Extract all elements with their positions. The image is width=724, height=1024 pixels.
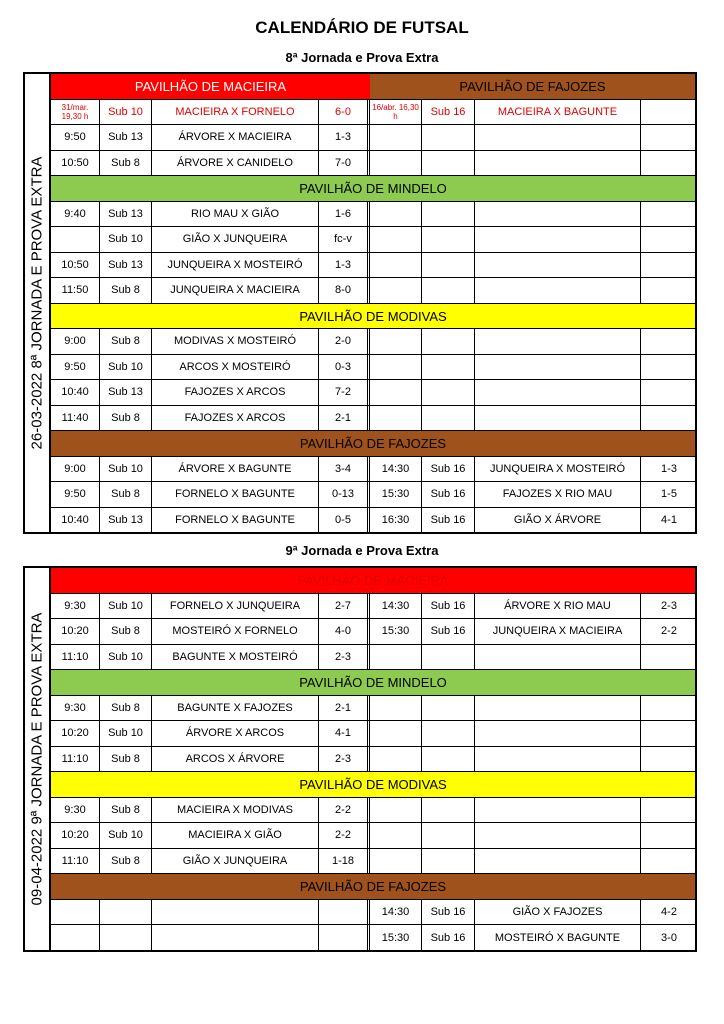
category-cell: [422, 125, 475, 150]
score-cell: 2-7: [319, 594, 370, 619]
match-cell: [475, 645, 641, 670]
category-cell: Sub 16: [422, 508, 475, 534]
table-row: [51, 406, 695, 432]
table-row: [51, 253, 695, 279]
score-cell: [641, 380, 697, 405]
score-cell: [641, 100, 697, 125]
table-row: [51, 227, 695, 253]
score-cell: [641, 355, 697, 380]
score-cell: 2-3: [319, 645, 370, 670]
category-cell: Sub 16: [422, 457, 475, 482]
score-cell: 2-0: [319, 329, 370, 354]
score-cell: [641, 125, 697, 150]
match-cell: ARCOS X ÁRVORE: [152, 747, 319, 772]
time-cell: [370, 278, 422, 303]
category-cell: [100, 900, 152, 925]
score-cell: [641, 798, 697, 823]
jornada8-date-label: 26-03-2022 8ª JORNADA E PROVA EXTRA: [25, 74, 51, 532]
time-cell: 10:20: [51, 721, 100, 746]
score-cell: 1-18: [319, 849, 370, 874]
category-cell: [422, 278, 475, 303]
score-cell: 6-0: [319, 100, 370, 125]
time-cell: [370, 227, 422, 252]
match-cell: GIÃO X JUNQUEIRA: [152, 849, 319, 874]
time-cell: [51, 227, 100, 252]
time-cell: [370, 406, 422, 431]
time-cell: 11:10: [51, 747, 100, 772]
category-cell: Sub 16: [422, 900, 475, 925]
match-cell: GIÃO X JUNQUEIRA: [152, 227, 319, 252]
category-cell: [422, 355, 475, 380]
category-cell: [422, 747, 475, 772]
match-cell: MOSTEIRÓ X FORNELO: [152, 619, 319, 644]
match-cell: [475, 747, 641, 772]
pavilion-header-modivas: PAVILHÃO DE MODIVAS: [51, 304, 695, 330]
match-cell: [475, 329, 641, 354]
category-cell: [422, 253, 475, 278]
category-cell: Sub 8: [100, 696, 152, 721]
table-row: [51, 619, 695, 645]
score-cell: 4-1: [319, 721, 370, 746]
match-cell: [475, 227, 641, 252]
score-cell: 2-1: [319, 696, 370, 721]
score-cell: 1-3: [319, 125, 370, 150]
table-row: [51, 900, 695, 926]
time-cell: 10:40: [51, 508, 100, 534]
score-cell: 4-1: [661, 514, 677, 527]
match-cell: [475, 406, 641, 431]
score-cell: [641, 329, 697, 354]
score-cell: 2-3: [661, 599, 677, 612]
category-cell: [422, 202, 475, 227]
time-cell: [370, 355, 422, 380]
score-cell: 2-2: [319, 798, 370, 823]
match-cell: BAGUNTE X MOSTEIRÓ: [152, 645, 319, 670]
score-cell: [641, 151, 697, 176]
time-cell: 11:50: [51, 278, 100, 303]
match-cell: MOSTEIRÓ X BAGUNTE: [475, 925, 641, 951]
match-cell: MACIEIRA X GIÃO: [152, 823, 319, 848]
jornada9-schedule-table: [23, 566, 697, 952]
time-cell: 14:30: [370, 457, 422, 482]
pavilion-header-fajozes: PAVILHÃO DE FAJOZES: [51, 431, 695, 457]
category-cell: [422, 227, 475, 252]
time-cell: 16/abr. 16,30 h: [370, 100, 422, 125]
match-cell: [475, 278, 641, 303]
table-row: [51, 925, 695, 951]
match-cell: [475, 721, 641, 746]
match-cell: JUNQUEIRA X MACIEIRA: [152, 278, 319, 303]
jornada9-grid: [51, 568, 695, 951]
time-cell: 9:30: [51, 594, 100, 619]
score-cell: 1-3: [319, 253, 370, 278]
category-cell: Sub 10: [100, 645, 152, 670]
match-cell: FAJOZES X ARCOS: [152, 406, 319, 431]
time-cell: 15:30: [370, 482, 422, 507]
time-cell: [370, 823, 422, 848]
score-cell: 4-0: [319, 619, 370, 644]
match-cell: ÁRVORE X CANIDELO: [152, 151, 319, 176]
category-cell: Sub 8: [100, 482, 152, 507]
time-cell: [370, 747, 422, 772]
category-cell: Sub 10: [100, 355, 152, 380]
time-cell: 10:50: [51, 253, 100, 278]
table-row: [51, 508, 695, 534]
time-cell: 11:10: [51, 849, 100, 874]
score-cell: [641, 227, 697, 252]
category-cell: [422, 721, 475, 746]
pavilion-header-mindelo: PAVILHÃO DE MINDELO: [51, 670, 695, 696]
score-cell: [641, 645, 697, 670]
pavilion-header-fajozes: PAVILHÃO DE FAJOZES: [370, 74, 695, 99]
category-cell: Sub 16: [422, 100, 475, 125]
table-row: [51, 355, 695, 381]
category-cell: Sub 13: [100, 202, 152, 227]
category-cell: [422, 406, 475, 431]
time-cell: 10:50: [51, 151, 100, 176]
match-cell: [475, 151, 641, 176]
match-cell: [475, 696, 641, 721]
score-cell: 0-5: [319, 508, 370, 534]
time-cell: 9:00: [51, 329, 100, 354]
score-cell: 4-2: [661, 905, 677, 918]
category-cell: [422, 696, 475, 721]
pavilion-header-macieira: PAVILHÃO DE MACIEIRA: [51, 74, 373, 99]
score-cell: 2-2: [661, 625, 677, 638]
category-cell: Sub 16: [422, 619, 475, 644]
table-row: [51, 482, 695, 508]
match-cell: MACIEIRA X MODIVAS: [152, 798, 319, 823]
match-cell: JUNQUEIRA X MACIEIRA: [475, 619, 641, 644]
category-cell: Sub 10: [100, 721, 152, 746]
category-cell: [422, 823, 475, 848]
match-cell: [475, 202, 641, 227]
time-cell: [370, 125, 422, 150]
score-cell: 1-6: [319, 202, 370, 227]
time-cell: [370, 696, 422, 721]
match-cell: [475, 380, 641, 405]
category-cell: [422, 798, 475, 823]
time-cell: 9:50: [51, 125, 100, 150]
match-cell: FAJOZES X ARCOS: [152, 380, 319, 405]
score-cell: [641, 696, 697, 721]
time-cell: 10:20: [51, 619, 100, 644]
time-cell: 31/mar. 19,30 h: [51, 100, 100, 125]
jornada8-header-macieira-fajozes: [51, 74, 695, 100]
time-cell: [370, 202, 422, 227]
score-cell: 3-0: [661, 931, 677, 944]
score-cell: [641, 406, 697, 431]
time-cell: 11:40: [51, 406, 100, 431]
category-cell: [422, 151, 475, 176]
category-cell: [422, 645, 475, 670]
category-cell: Sub 10: [100, 594, 152, 619]
category-cell: [100, 925, 152, 951]
score-cell: [641, 278, 697, 303]
match-cell: ÁRVORE X BAGUNTE: [152, 457, 319, 482]
time-cell: 15:30: [370, 925, 422, 951]
match-cell: [475, 798, 641, 823]
category-cell: Sub 13: [100, 508, 152, 534]
match-cell: GIÃO X FAJOZES: [475, 900, 641, 925]
category-cell: Sub 8: [100, 619, 152, 644]
score-cell: [641, 253, 697, 278]
time-cell: 14:30: [370, 900, 422, 925]
match-cell: [475, 125, 641, 150]
match-cell: GIÃO X ÁRVORE: [475, 508, 641, 534]
pavilion-header-mindelo: PAVILHÃO DE MINDELO: [51, 176, 695, 202]
jornada8-grid: [51, 74, 695, 533]
match-cell: [475, 253, 641, 278]
category-cell: Sub 8: [100, 151, 152, 176]
jornada8-schedule-table: [23, 72, 697, 534]
category-cell: Sub 10: [100, 823, 152, 848]
time-cell: [370, 151, 422, 176]
category-cell: Sub 16: [422, 925, 475, 951]
category-cell: [422, 329, 475, 354]
jornada9-date-label: 09-04-2022 9ª JORNADA E PROVA EXTRA: [25, 568, 51, 950]
table-row: [51, 457, 695, 483]
match-cell: [152, 900, 319, 925]
category-cell: Sub 10: [100, 457, 152, 482]
time-cell: 10:20: [51, 823, 100, 848]
category-cell: Sub 16: [422, 594, 475, 619]
match-cell: MACIEIRA X BAGUNTE: [475, 100, 641, 125]
category-cell: Sub 8: [100, 849, 152, 874]
score-cell: 8-0: [319, 278, 370, 303]
time-cell: 9:50: [51, 355, 100, 380]
category-cell: [422, 380, 475, 405]
match-cell: FORNELO X BAGUNTE: [152, 482, 319, 507]
category-cell: Sub 13: [100, 125, 152, 150]
time-cell: 16:30: [370, 508, 422, 534]
match-cell: BAGUNTE X FAJOZES: [152, 696, 319, 721]
match-cell: FORNELO X JUNQUEIRA: [152, 594, 319, 619]
match-cell: [475, 849, 641, 874]
time-cell: [370, 329, 422, 354]
table-row: [51, 594, 695, 620]
time-cell: 15:30: [370, 619, 422, 644]
pavilion-header-macieira: PAVILHÃO DE MACIEIRA: [51, 568, 695, 594]
category-cell: Sub 13: [100, 380, 152, 405]
category-cell: Sub 8: [100, 798, 152, 823]
jornada9-subtitle: 9ª Jornada e Prova Extra: [285, 543, 439, 558]
category-cell: Sub 16: [422, 482, 475, 507]
match-cell: FORNELO X BAGUNTE: [152, 508, 319, 534]
table-row: [51, 329, 695, 355]
match-cell: [475, 355, 641, 380]
score-cell: [641, 823, 697, 848]
score-cell: 7-0: [319, 151, 370, 176]
match-cell: RIO MAU X GIÃO: [152, 202, 319, 227]
document-title: CALENDÁRIO DE FUTSAL: [255, 18, 469, 37]
time-cell: 14:30: [370, 594, 422, 619]
table-row: [51, 125, 695, 151]
match-cell: [475, 823, 641, 848]
time-cell: 9:40: [51, 202, 100, 227]
category-cell: Sub 10: [100, 227, 152, 252]
score-cell: 1-5: [661, 488, 677, 501]
table-row: [51, 202, 695, 228]
time-cell: 9:50: [51, 482, 100, 507]
score-cell: 2-3: [319, 747, 370, 772]
table-row: [51, 696, 695, 722]
category-cell: Sub 8: [100, 406, 152, 431]
score-cell: [641, 747, 697, 772]
time-cell: [370, 798, 422, 823]
pavilion-header-modivas: PAVILHÃO DE MODIVAS: [51, 772, 695, 798]
score-cell: 7-2: [319, 380, 370, 405]
match-cell: ÁRVORE X RIO MAU: [475, 594, 641, 619]
category-cell: Sub 8: [100, 329, 152, 354]
score-cell: [641, 721, 697, 746]
table-row: [51, 100, 695, 126]
table-row: [51, 747, 695, 773]
table-row: [51, 849, 695, 875]
score-cell: [641, 849, 697, 874]
time-cell: 9:30: [51, 696, 100, 721]
time-cell: 11:10: [51, 645, 100, 670]
score-cell: fc-v: [319, 227, 370, 252]
category-cell: Sub 8: [100, 747, 152, 772]
table-row: [51, 645, 695, 671]
pavilion-header-fajozes: PAVILHÃO DE FAJOZES: [51, 874, 695, 900]
score-cell: 0-3: [319, 355, 370, 380]
table-row: [51, 823, 695, 849]
time-cell: [51, 900, 100, 925]
time-cell: [370, 721, 422, 746]
table-row: [51, 798, 695, 824]
match-cell: JUNQUEIRA X MOSTEIRÓ: [152, 253, 319, 278]
match-cell: [152, 925, 319, 951]
score-cell: [641, 202, 697, 227]
category-cell: Sub 8: [100, 278, 152, 303]
time-cell: 10:40: [51, 380, 100, 405]
score-cell: [319, 925, 370, 951]
match-cell: MACIEIRA X FORNELO: [152, 100, 319, 125]
score-cell: 2-1: [319, 406, 370, 431]
match-cell: ÁRVORE X ARCOS: [152, 721, 319, 746]
time-cell: [370, 253, 422, 278]
match-cell: ARCOS X MOSTEIRÓ: [152, 355, 319, 380]
time-cell: [370, 849, 422, 874]
time-cell: 9:30: [51, 798, 100, 823]
match-cell: FAJOZES X RIO MAU: [475, 482, 641, 507]
score-cell: [319, 900, 370, 925]
category-cell: [422, 849, 475, 874]
match-cell: JUNQUEIRA X MOSTEIRÓ: [475, 457, 641, 482]
time-cell: [51, 925, 100, 951]
score-cell: 2-2: [319, 823, 370, 848]
category-cell: Sub 13: [100, 253, 152, 278]
match-cell: MODIVAS X MOSTEIRÓ: [152, 329, 319, 354]
time-cell: 9:00: [51, 457, 100, 482]
table-row: [51, 278, 695, 304]
score-cell: 3-4: [319, 457, 370, 482]
table-row: [51, 721, 695, 747]
time-cell: [370, 645, 422, 670]
score-cell: 1-3: [661, 462, 677, 475]
score-cell: 0-13: [319, 482, 370, 507]
table-row: [51, 151, 695, 177]
table-row: [51, 380, 695, 406]
match-cell: ÁRVORE X MACIEIRA: [152, 125, 319, 150]
time-cell: [370, 380, 422, 405]
category-cell: Sub 10: [100, 100, 152, 125]
jornada8-subtitle: 8ª Jornada e Prova Extra: [285, 50, 439, 65]
